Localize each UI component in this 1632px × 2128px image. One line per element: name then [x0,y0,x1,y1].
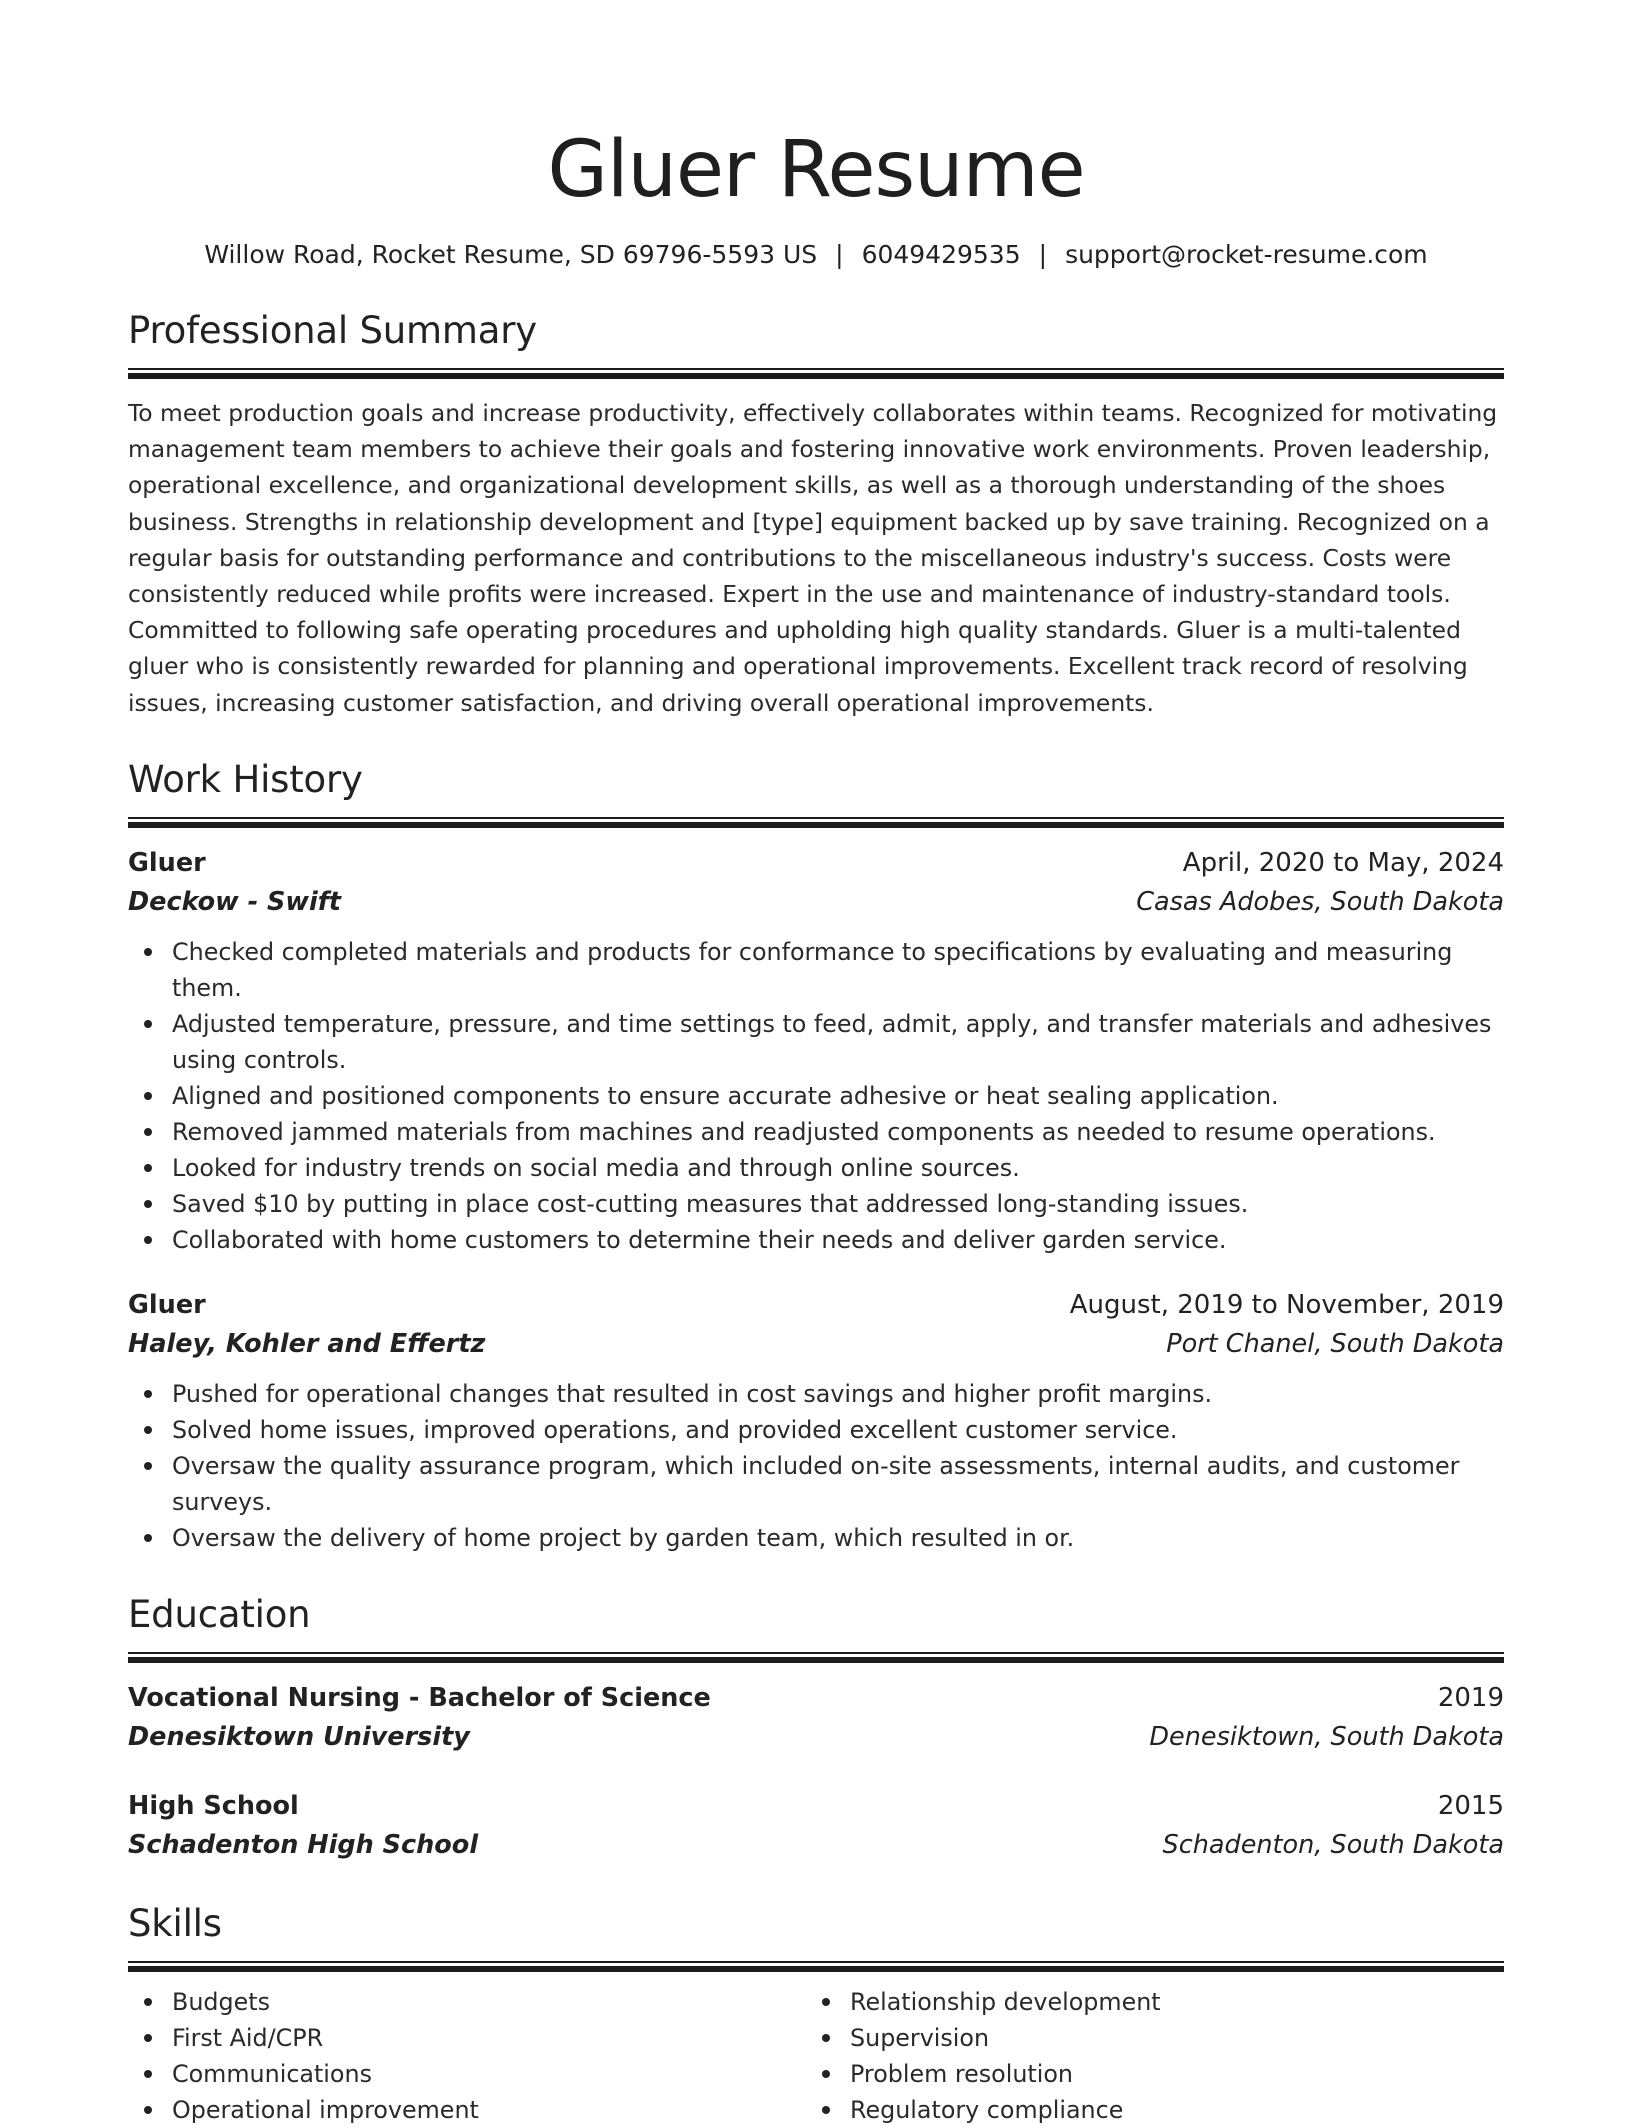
summary-section [128,306,1504,721]
list-item: Collaborated with home customers to determine their needs and deliver garden service. [172,1222,1504,1258]
list-item: Oversaw the quality assurance program, which included on-site assessments, internal audits, and customer surveys. [172,1448,1504,1520]
job-company: Haley, Kohler and Effertz [128,1328,486,1359]
skill-item: First Aid/CPR [172,2020,806,2056]
contact-separator: | [1038,240,1048,269]
job-dates: April, 2020 to May, 2024 [1182,847,1504,878]
education-entry [128,1787,1504,1865]
education-section [128,1590,1504,1865]
education-entry [128,1679,1504,1757]
section-title: Education [128,1592,311,1636]
education-location: Schadenton, South Dakota [1162,1829,1504,1860]
list-item: Saved $10 by putting in place cost-cutting measures that addressed long-standing issues. [172,1186,1504,1222]
section-title: Professional Summary [128,309,537,352]
contact-address: Willow Road, Rocket Resume, SD 69796-5593 US [204,240,818,269]
skills-column-right [806,1984,1484,2128]
list-item: Adjusted temperature, pressure, and time settings to feed, admit, apply, and transfer materials and adhesives using controls. [172,1006,1504,1078]
list-item: Looked for industry trends on social media and through online sources. [172,1150,1504,1186]
skills-grid [128,1984,1504,2128]
section-title: Work History [128,757,363,801]
skill-item: Budgets [172,1984,806,2020]
list-item: Solved home issues, improved operations, and provided excellent customer service. [172,1412,1504,1448]
job-bullets [128,934,1504,1258]
job-dates: August, 2019 to November, 2019 [1069,1289,1504,1320]
job-entry [128,1286,1504,1556]
education-location: Denesiktown, South Dakota [1149,1721,1504,1752]
skill-item: Relationship development [850,1984,1484,2020]
contact-email: support@rocket-resume.com [1065,240,1428,269]
job-location: Port Chanel, South Dakota [1166,1328,1504,1359]
education-degree: Vocational Nursing - Bachelor of Science [128,1682,711,1713]
skill-item: Supervision [850,2020,1484,2056]
job-bullets [128,1376,1504,1556]
education-year: 2019 [1437,1682,1504,1713]
section-divider [128,817,1504,828]
section-title: Skills [128,1901,222,1945]
education-degree: High School [128,1790,299,1821]
job-title: Gluer [128,847,206,878]
list-item: Oversaw the delivery of home project by garden team, which resulted in or. [172,1520,1504,1556]
skill-item: Regulatory compliance [850,2092,1484,2128]
list-item: Checked completed materials and products for conformance to specifications by evaluating and measuring them. [172,934,1504,1006]
skill-item: Communications [172,2056,806,2092]
education-year: 2015 [1437,1790,1504,1821]
skill-item: Operational improvement [172,2092,806,2128]
resume-page [128,0,1504,2128]
section-divider [128,1652,1504,1663]
summary-text: To meet production goals and increase productivity, effectively collaborates within teams. Recognized for motivating management team members to achieve their goals and fostering innovative work environments. Proven leadership, operational excellence, and organizational development skills, as well as a thorough understanding of the shoes business. Strengths in relationship development and [type] equipment backed up by save training. Recognized on a regular basis for outstanding performance and contributions to the miscellaneous industry's success. Costs were consistently reduced while profits were increased. Expert in the use and maintenance of industry-standard tools. Committed to following safe operating procedures and upholding high quality standards. Gluer is a multi-talented gluer who is consistently rewarded for planning and operational improvements. Excellent track record of resolving issues, increasing customer satisfaction, and driving overall operational improvements. [128,399,1498,717]
job-company: Deckow - Swift [128,886,341,917]
job-title: Gluer [128,1289,206,1320]
contact-phone: 6049429535 [861,240,1021,269]
education-school: Schadenton High School [128,1829,479,1860]
section-divider [128,1961,1504,1972]
list-item: Aligned and positioned components to ensure accurate adhesive or heat sealing application. [172,1078,1504,1114]
list-item: Removed jammed materials from machines and readjusted components as needed to resume operations. [172,1114,1504,1150]
job-location: Casas Adobes, South Dakota [1136,886,1504,917]
page-title: Gluer Resume [547,125,1085,215]
skills-column-left [128,1984,806,2128]
list-item: Pushed for operational changes that resulted in cost savings and higher profit margins. [172,1376,1504,1412]
skills-section [128,1899,1504,2128]
contact-line [128,238,1504,272]
skill-item: Problem resolution [850,2056,1484,2092]
contact-separator: | [835,240,844,269]
work-history-section [128,755,1504,1556]
job-entry [128,844,1504,1258]
education-school: Denesiktown University [128,1721,470,1752]
section-divider [128,368,1504,379]
